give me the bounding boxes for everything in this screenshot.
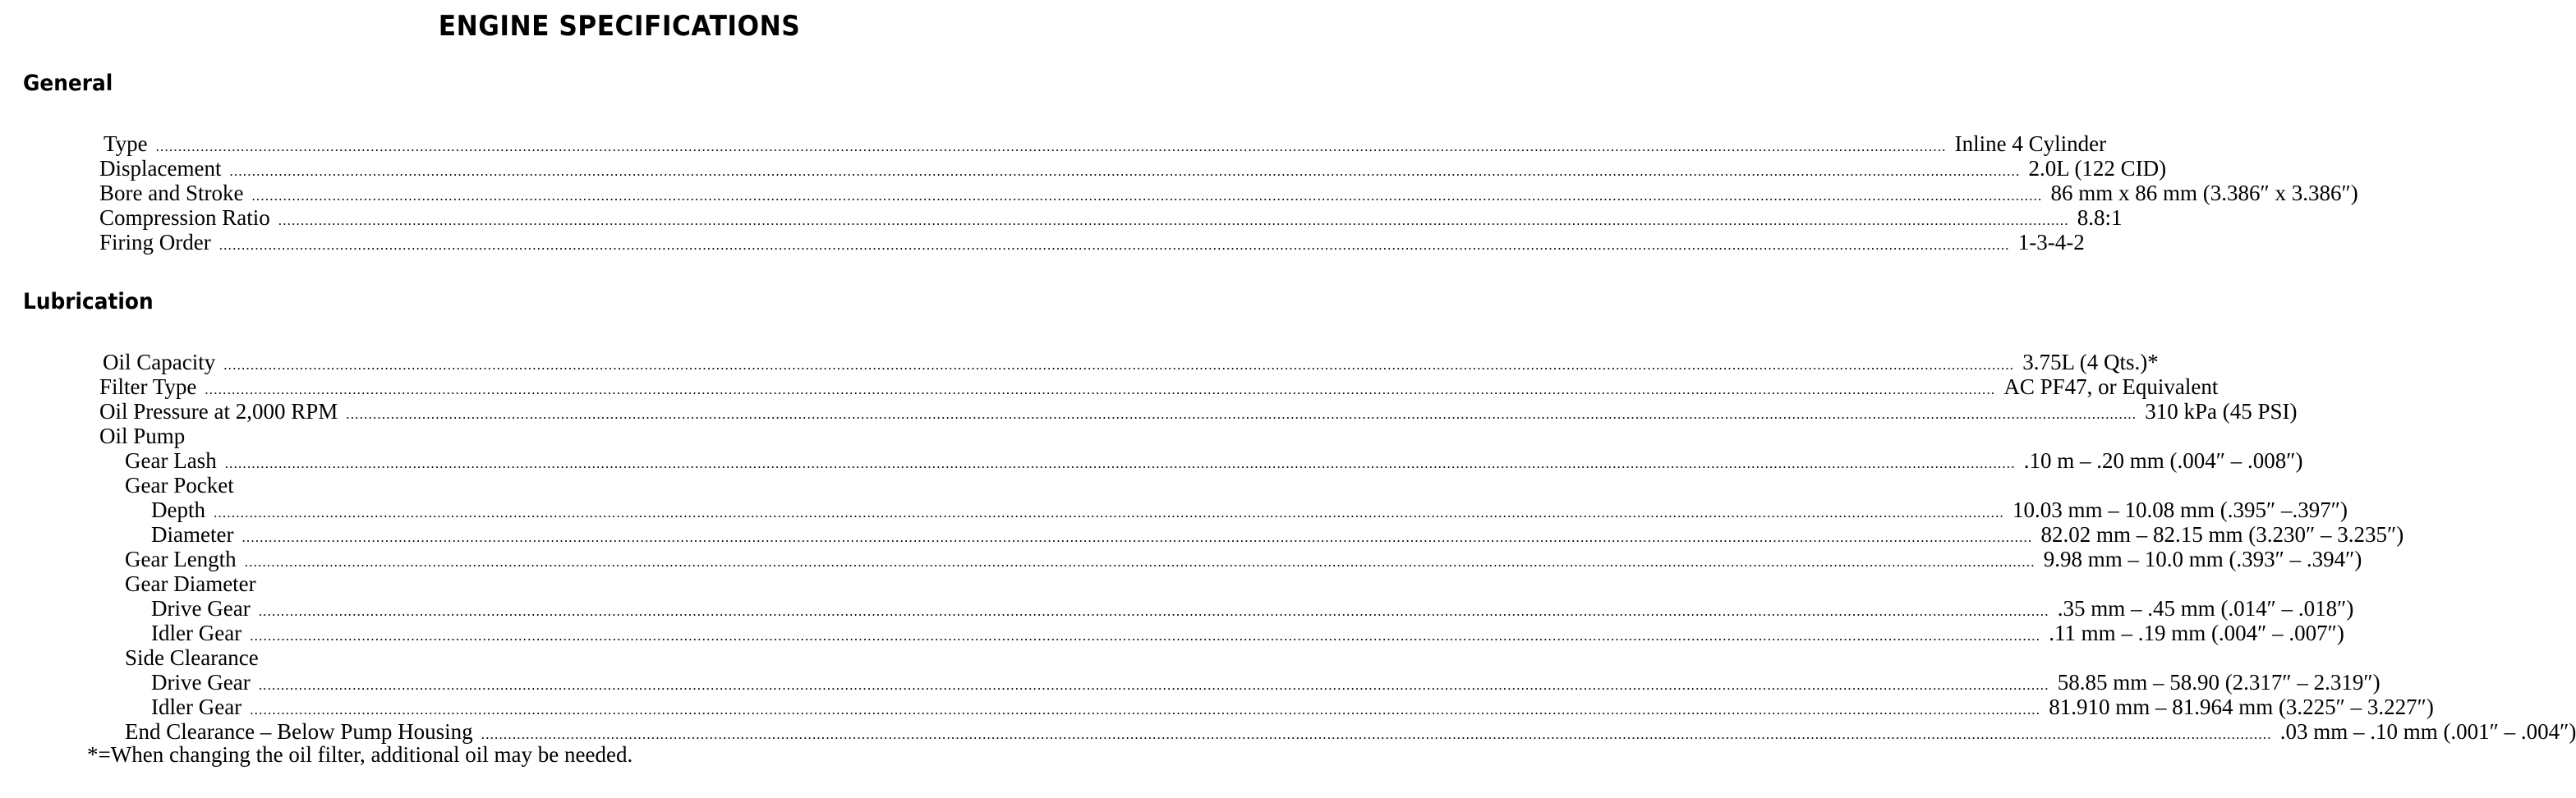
dot-leader: ................................................................................................................................................................................................................................................................................................................................................................................................................	[258, 603, 2049, 619]
spec-row	[99, 374, 2219, 399]
spec-row	[99, 156, 2167, 181]
dot-leader: ................................................................................................................................................................................................................................................................................................................................................................................................................	[229, 163, 2021, 179]
spec-row	[151, 596, 2354, 621]
dot-leader: ................................................................................................................................................................................................................................................................................................................................................................................................................	[250, 628, 2041, 644]
spec-row	[151, 621, 2344, 645]
spec-value: 2.0L (122 CID)	[2028, 156, 2167, 181]
spec-label: Bore and Stroke	[99, 181, 244, 205]
spec-value: .03 mm – .10 mm (.001″ – .004″)	[2279, 719, 2576, 744]
spec-subheading: Side Clearance	[125, 645, 259, 670]
spec-value: 310 kPa (45 PSI)	[2145, 399, 2298, 424]
spec-value: 58.85 mm – 58.90 (2.317″ – 2.319″)	[2057, 670, 2380, 695]
section-heading-general: General	[23, 71, 113, 96]
spec-label: Displacement	[99, 156, 222, 181]
spec-value: .35 mm – .45 mm (.014″ – .018″)	[2057, 596, 2354, 621]
footnote: *=When changing the oil filter, additional oil may be needed.	[87, 742, 633, 767]
spec-label: Idler Gear	[151, 695, 242, 719]
spec-value: Inline 4 Cylinder	[1954, 131, 2107, 156]
spec-value: 9.98 mm – 10.0 mm (.393″ – .394″)	[2043, 547, 2362, 571]
spec-subheading: Gear Diameter	[125, 571, 256, 596]
spec-label: Firing Order	[99, 230, 211, 255]
spec-row	[104, 131, 2107, 156]
dot-leader: ................................................................................................................................................................................................................................................................................................................................................................................................................	[223, 357, 2015, 373]
dot-leader: ................................................................................................................................................................................................................................................................................................................................................................................................................	[242, 530, 2033, 545]
dot-leader: ................................................................................................................................................................................................................................................................................................................................................................................................................	[481, 727, 2272, 742]
spec-value: 1-3-4-2	[2017, 230, 2085, 255]
spec-row	[125, 448, 2303, 473]
spec-label: Filter Type	[99, 374, 197, 399]
spec-value: 3.75L (4 Qts.)*	[2022, 350, 2159, 374]
spec-row	[99, 205, 2123, 230]
dot-leader: ................................................................................................................................................................................................................................................................................................................................................................................................................	[278, 213, 2069, 228]
spec-label: Compression Ratio	[99, 205, 270, 230]
spec-row	[125, 719, 2576, 744]
spec-value: 10.03 mm – 10.08 mm (.395″ –.397″)	[2012, 498, 2348, 522]
spec-label: Idler Gear	[151, 621, 242, 645]
spec-label: Drive Gear	[151, 596, 251, 621]
section-heading-lubrication: Lubrication	[23, 289, 154, 314]
spec-label: Drive Gear	[151, 670, 251, 695]
spec-label: Gear Length	[125, 547, 237, 571]
dot-leader: ................................................................................................................................................................................................................................................................................................................................................................................................................	[205, 382, 1996, 397]
spec-row	[151, 695, 2434, 719]
spec-value: 81.910 mm – 81.964 mm (3.225″ – 3.227″)	[2049, 695, 2434, 719]
spec-label: End Clearance – Below Pump Housing	[125, 719, 473, 744]
spec-value: .11 mm – .19 mm (.004″ – .007″)	[2049, 621, 2344, 645]
spec-label: Oil Capacity	[103, 350, 216, 374]
spec-label: Oil Pressure at 2,000 RPM	[99, 399, 338, 424]
spec-row	[99, 230, 2085, 255]
spec-label: Type	[104, 131, 148, 156]
spec-row	[99, 399, 2298, 424]
dot-leader: ................................................................................................................................................................................................................................................................................................................................................................................................................	[213, 505, 2004, 521]
spec-subheading: Oil Pump	[99, 424, 186, 448]
spec-row	[151, 498, 2348, 522]
spec-label: Gear Lash	[125, 448, 217, 473]
dot-leader: ................................................................................................................................................................................................................................................................................................................................................................................................................	[244, 554, 2036, 570]
spec-label: Diameter	[151, 522, 234, 547]
spec-row	[99, 181, 2358, 205]
spec-row	[125, 547, 2362, 571]
dot-leader: ................................................................................................................................................................................................................................................................................................................................................................................................................	[250, 702, 2041, 718]
spec-value: 82.02 mm – 82.15 mm (3.230″ – 3.235″)	[2040, 522, 2404, 547]
spec-row	[103, 350, 2159, 374]
dot-leader: ................................................................................................................................................................................................................................................................................................................................................................................................................	[155, 139, 1947, 154]
spec-row	[151, 522, 2404, 547]
spec-value: 8.8:1	[2077, 205, 2123, 230]
dot-leader: ................................................................................................................................................................................................................................................................................................................................................................................................................	[346, 406, 2137, 422]
dot-leader: ................................................................................................................................................................................................................................................................................................................................................................................................................	[258, 677, 2049, 693]
spec-value: AC PF47, or Equivalent	[2003, 374, 2219, 399]
spec-row	[151, 670, 2380, 695]
dot-leader: ................................................................................................................................................................................................................................................................................................................................................................................................................	[218, 237, 2010, 253]
spec-value: 86 mm x 86 mm (3.386″ x 3.386″)	[2050, 181, 2358, 205]
spec-label: Depth	[151, 498, 205, 522]
spec-value: .10 m – .20 mm (.004″ – .008″)	[2023, 448, 2303, 473]
dot-leader: ................................................................................................................................................................................................................................................................................................................................................................................................................	[224, 456, 2016, 471]
spec-subheading: Gear Pocket	[125, 473, 234, 498]
dot-leader: ................................................................................................................................................................................................................................................................................................................................................................................................................	[251, 188, 2043, 204]
page-title: ENGINE SPECIFICATIONS	[438, 10, 801, 43]
